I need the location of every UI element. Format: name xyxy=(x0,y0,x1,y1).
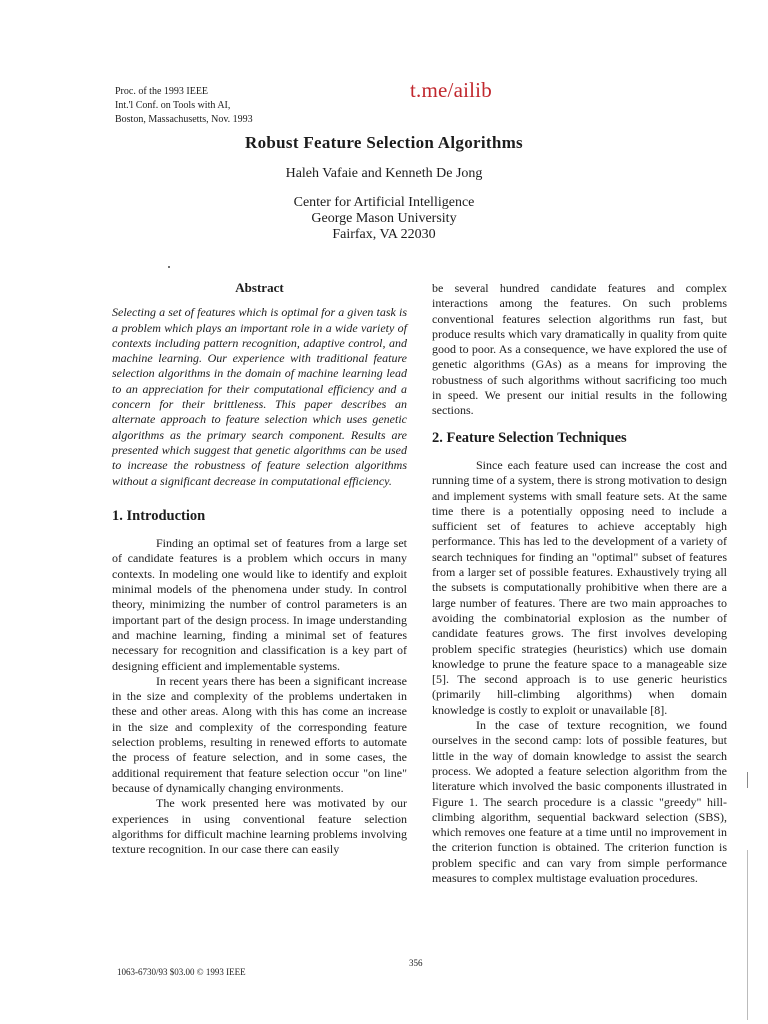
paper-authors: Haleh Vafaie and Kenneth De Jong xyxy=(285,166,483,181)
section-2-paragraph-2: In the case of texture recognition, we found ourselves in the second camp: lots of possible features, but little in the way of domain knowledge to assist the search process. We adopted a feature selection algorithm from the literature which involved the basic components illustrated in Figure 1. The search procedure is a classic "greedy" hill-climbing algorithm, sequential backward selection (SBS), which removes one feature at a time until no improvement in the criterion function is obtained. The criterion function is problem specific and can vary from simple performance measures to complex multistage evaluation procedures. xyxy=(432,718,727,885)
proceedings-header xyxy=(115,85,375,127)
intro-paragraph-3: The work presented here was motivated by our experiences in using conventional feature selection algorithms for difficult machine learning problems involving texture recognition. In our case there can easily xyxy=(112,796,407,857)
stray-mark xyxy=(168,266,170,268)
page-number: 356 xyxy=(409,958,423,968)
abstract-heading: Abstract xyxy=(235,280,284,295)
margin-mark xyxy=(747,772,748,788)
watermark-text: t.me/ailib xyxy=(410,78,492,102)
margin-mark xyxy=(747,850,748,1020)
proc-line-1: Proc. of the 1993 IEEE xyxy=(115,86,209,97)
right-column xyxy=(432,281,727,886)
affiliation xyxy=(0,195,768,243)
proc-line-2: Int.'l Conf. on Tools with AI, xyxy=(115,100,231,111)
affiliation-line-2: George Mason University xyxy=(311,211,457,226)
copyright-line: 1063-6730/93 $03.00 © 1993 IEEE xyxy=(117,967,246,977)
intro-paragraph-1: Finding an optimal set of features from a large set of candidate features is a problem which occurs in many contexts. In modeling one would like to identify and exploit minimal models of the phenomena under study. In control theory, minimizing the number of control parameters is an important part of the design process. In image understanding and machine learning, finding a minimal set of features necessary for recognition and classification is a key part of designing efficient and implementable systems. xyxy=(112,536,407,673)
affiliation-line-3: Fairfax, VA 22030 xyxy=(332,227,436,242)
intro-paragraph-2: In recent years there has been a significant increase in the size and complexity of the problems undertaken in these and other areas. Along with this has come an increase in the size and complexity of the corresponding feature selection problems, resulting in renewed efforts to automate the process of feature selection, and in some cases, the additional requirement that feature selection occur "on line" because of dynamically changing environments. xyxy=(112,673,407,795)
affiliation-line-1: Center for Artificial Intelligence xyxy=(293,195,475,210)
paper-title: Robust Feature Selection Algorithms xyxy=(245,133,523,152)
intro-continuation: be several hundred candidate features and complex interactions among the features. On such problems conventional features selection algorithms run fast, but produce results which vary dramatically in quality from quite good to poor. As a consequence, we have explored the use of genetic algorithms (GAs) as a means for improving the robustness of such algorithms without sacrificing too much in speed. We present our initial results in the following sections. xyxy=(432,281,727,418)
proc-line-3: Boston, Massachusetts, Nov. 1993 xyxy=(115,114,253,125)
introduction-heading: 1. Introduction xyxy=(112,507,206,524)
abstract-text: Selecting a set of features which is optimal for a given task is a problem which plays an important role in a wide variety of contexts including pattern recognition, adaptive control, and machine learning. Our experience with traditional feature selection algorithms in the domain of machine learning lead to an appreciation for their computational efficiency and a concern for their brittleness. This paper describes an alternate approach to feature selection which uses genetic algorithms as the primary search component. Results are presented which suggest that genetic algorithms can be used to increase the robustness of feature selection algorithms without a significant decrease in computational efficiency. xyxy=(112,305,407,488)
left-column xyxy=(112,280,407,857)
section-2-paragraph-1: Since each feature used can increase the cost and running time of a system, there is strong motivation to design and implement systems with small feature sets. At the same time there is a potentially opposing need to include a sufficient set of features to achieve acceptably high performance. This has led to the development of a variety of search techniques for finding an "optimal" subset of features from a larger set of possible features. Exhaustively trying all the subsets is computationally prohibitive when there are a large number of features. There are two main approaches to avoiding the combinatorial explosion as the number of candidate features grows. The first involves developing problem specific strategies (heuristics) which use domain knowledge to prune the feature space to a manageable size [5]. The second approach is to use generic heuristics (primarily hill-climbing algorithms) when domain knowledge is costly to exploit or unavailable [8]. xyxy=(432,457,727,717)
section-2-heading: 2. Feature Selection Techniques xyxy=(432,429,627,446)
